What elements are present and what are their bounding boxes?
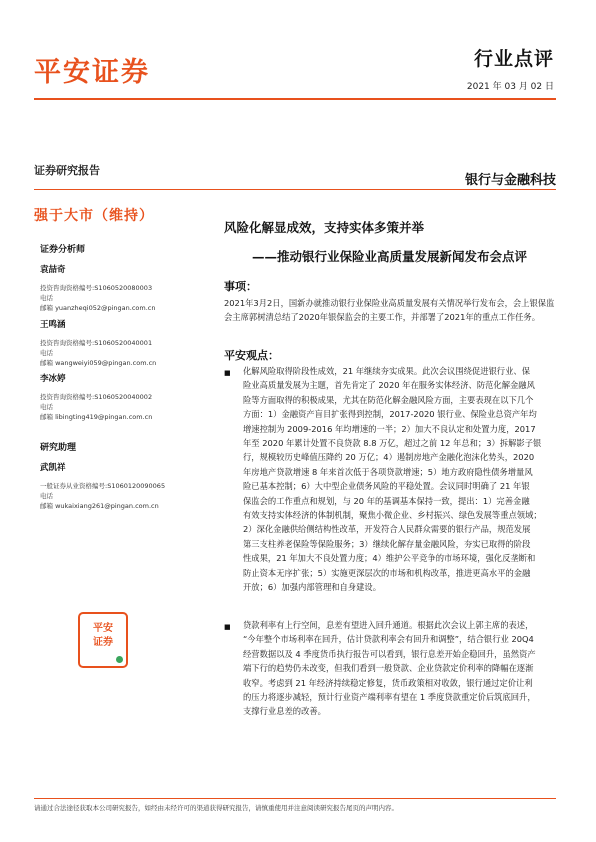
- event-heading: 事项：: [224, 280, 257, 293]
- bullet-2-line: 经营数据以及 4 季度货币执行报告可以看到，银行息差开始企稳回升，虽然资产: [243, 648, 536, 659]
- footer-disclaimer: 请通过合法途径获取本公司研究报告，如经由未经许可的渠道获得研究报告，请慎重使用并注意阅读研究报告尾页的声明内容。: [34, 804, 398, 812]
- bullet-1-line: 保监会的工作重点和规划，与 20 年的基调基本保持一致，提出：1）完善金融: [243, 495, 530, 506]
- analyst-name: 李冰婷: [40, 374, 66, 384]
- bullet-1-line: 开放；6）加强内部管理和自身建设。: [243, 582, 382, 593]
- event-text: 2021年3月2日，国新办就推动银行业保险业高质量发展有关情况举行发布会，会上银保监会主席郭树清总结了2020年银保监会的主要工作，并部署了2021年的重点工作任务。: [224, 298, 555, 323]
- view-heading: 平安观点：: [224, 349, 279, 362]
- assistant-phone: 电话: [40, 492, 53, 500]
- analyst-email[interactable]: 邮箱 libingting419@pingan.com.cn: [40, 413, 153, 421]
- doc-type: 行业点评: [473, 48, 554, 70]
- bullet-1-line: 年房地产贷款增速 8 年来首次低于各项贷款增速；5）地方政府隐性债务增量风: [243, 466, 533, 477]
- bullet-1-line: 性成果，21 年加大不良处置力度；4）维护公平竞争的市场环境，强化反垄断和: [243, 553, 536, 564]
- footer-rule: [34, 798, 556, 799]
- bullet-2: [243, 618, 559, 719]
- rating-badge: 强于大市（维持）: [34, 208, 154, 224]
- bullet-1: [243, 364, 559, 595]
- bullet-1-line: 增速控制为 2009-2016 年均增速的一半；2）加大不良认定和处置力度，2017: [243, 423, 536, 434]
- bullet-1-line: 第三支柱养老保险等保险服务；3）继续化解存量金融风险，夯实已取得的阶段: [243, 538, 531, 549]
- bullet-2-line: 收窄。考虑到 21 年经济持续稳定修复，货币政策相对收敛，银行通过定价让利: [243, 677, 533, 688]
- bullet-1-line: 险等方面取得的积极成果，尤其在防范化解金融风险方面，主要表现在以下几个: [243, 394, 534, 405]
- bullet-1-line: 险已基本控制；6）大中型企业债务风险的平稳处置。会议同时明确了 21 年银: [243, 481, 530, 492]
- report-title: 风险化解显成效，支持实体多策并举: [224, 220, 425, 235]
- qr-code-logo: [78, 612, 128, 668]
- bullet-1-line: 防止资本无序扩张；5）实施更深层次的市场和机构改革，推进更高水平的金融: [243, 567, 531, 578]
- bullet-1-line: 有效支持实体经济的体制机制，聚焦小微企业、乡村振兴、绿色发展等重点领域；: [243, 510, 542, 521]
- report-label: 证券研究报告: [34, 164, 100, 177]
- bullet-1-line: 2）深化金融供给侧结构性改革，开发符合人民群众需要的银行产品，规范发展: [243, 524, 531, 535]
- bullet-1-line: 年至 2020 年累计处置不良贷款 8.8 万亿，超过之前 12 年总和；3）拆解影子银: [243, 438, 542, 449]
- analyst-phone: 电话: [40, 349, 53, 357]
- wechat-icon: [116, 656, 123, 663]
- analyst-cert: 投资咨询资格编号:S1060520080003: [40, 284, 153, 292]
- bullet-2-line: “今年整个市场利率在回升，估计贷款利率会有回升和调整”，结合银行业 20Q4: [243, 634, 534, 645]
- industry-name: 银行与金融科技: [464, 173, 556, 188]
- bullet-2-line: 的压力将逐步减轻，预计行业资产端利率有望在 1 季度贷款重定价后筑底回升，: [243, 692, 536, 703]
- bullet-icon: ■: [224, 623, 231, 631]
- analyst-email[interactable]: 邮箱 wangweiyi059@pingan.com.cn: [40, 359, 157, 367]
- analyst-phone: 电话: [40, 294, 53, 302]
- header-rule: [34, 98, 556, 100]
- analyst-phone: 电话: [40, 403, 53, 411]
- company-logo: 平安证券: [34, 57, 150, 88]
- assistant-name: 武凯祥: [40, 463, 66, 473]
- bullet-icon: ■: [224, 369, 231, 377]
- qr-text-1: 平安: [93, 623, 113, 634]
- report-subtitle: ——推动银行业保险业高质量发展新闻发布会点评: [252, 249, 528, 264]
- assistant-title: 研究助理: [40, 443, 77, 453]
- analyst-card: [40, 263, 205, 313]
- analysts-title: 证券分析师: [40, 245, 86, 255]
- analyst-cert: 投资咨询资格编号:S1060520040001: [40, 339, 153, 347]
- bullet-1-line: 化解风险取得阶段性成效，21 年继续夯实成果。此次会议围绕促进银行业、保: [243, 366, 530, 376]
- analyst-card: [40, 318, 205, 368]
- doc-date: 2021 年 03 月 02 日: [466, 82, 554, 92]
- bullet-1-line: 方面：1）金融资产盲目扩张得到控制，2017-2020 银行业、保险业总资产年均: [243, 409, 537, 420]
- bullet-1-line: 行，规模较历史峰值压降约 20 万亿；4）遏制房地产金融化泡沫化势头，2020: [243, 452, 535, 463]
- analyst-email[interactable]: 邮箱 yuanzheqi052@pingan.com.cn: [40, 304, 156, 312]
- bullet-2-line: 端下行的趋势仍未改变，但我们看到一般贷款、企业贷款定价利率的降幅在逐渐: [243, 663, 534, 674]
- analyst-card: [40, 372, 205, 422]
- bullet-1-line: 险业高质量发展为主题，首先肯定了 2020 年在服务实体经济、防范化解金融风: [243, 380, 535, 391]
- assistant-card: [40, 461, 205, 511]
- bullet-2-line: 贷款利率有上行空间，息差有望进入回升通道。根据此次会议上郭主席的表述，: [243, 620, 534, 630]
- analyst-cert: 投资咨询资格编号:S1060520040002: [40, 393, 153, 401]
- analyst-name: 袁喆奇: [40, 265, 66, 275]
- assistant-email[interactable]: 邮箱 wukaixiang261@pingan.com.cn: [40, 502, 159, 510]
- analyst-name: 王鸣涵: [40, 320, 66, 330]
- assistant-cert: 一般证券从业资格编号:S1060120090065: [40, 482, 166, 490]
- qr-text-2: 证券: [93, 637, 113, 648]
- section-rule: [34, 189, 556, 190]
- bullet-2-line: 支撑行业息差的改善。: [243, 706, 326, 717]
